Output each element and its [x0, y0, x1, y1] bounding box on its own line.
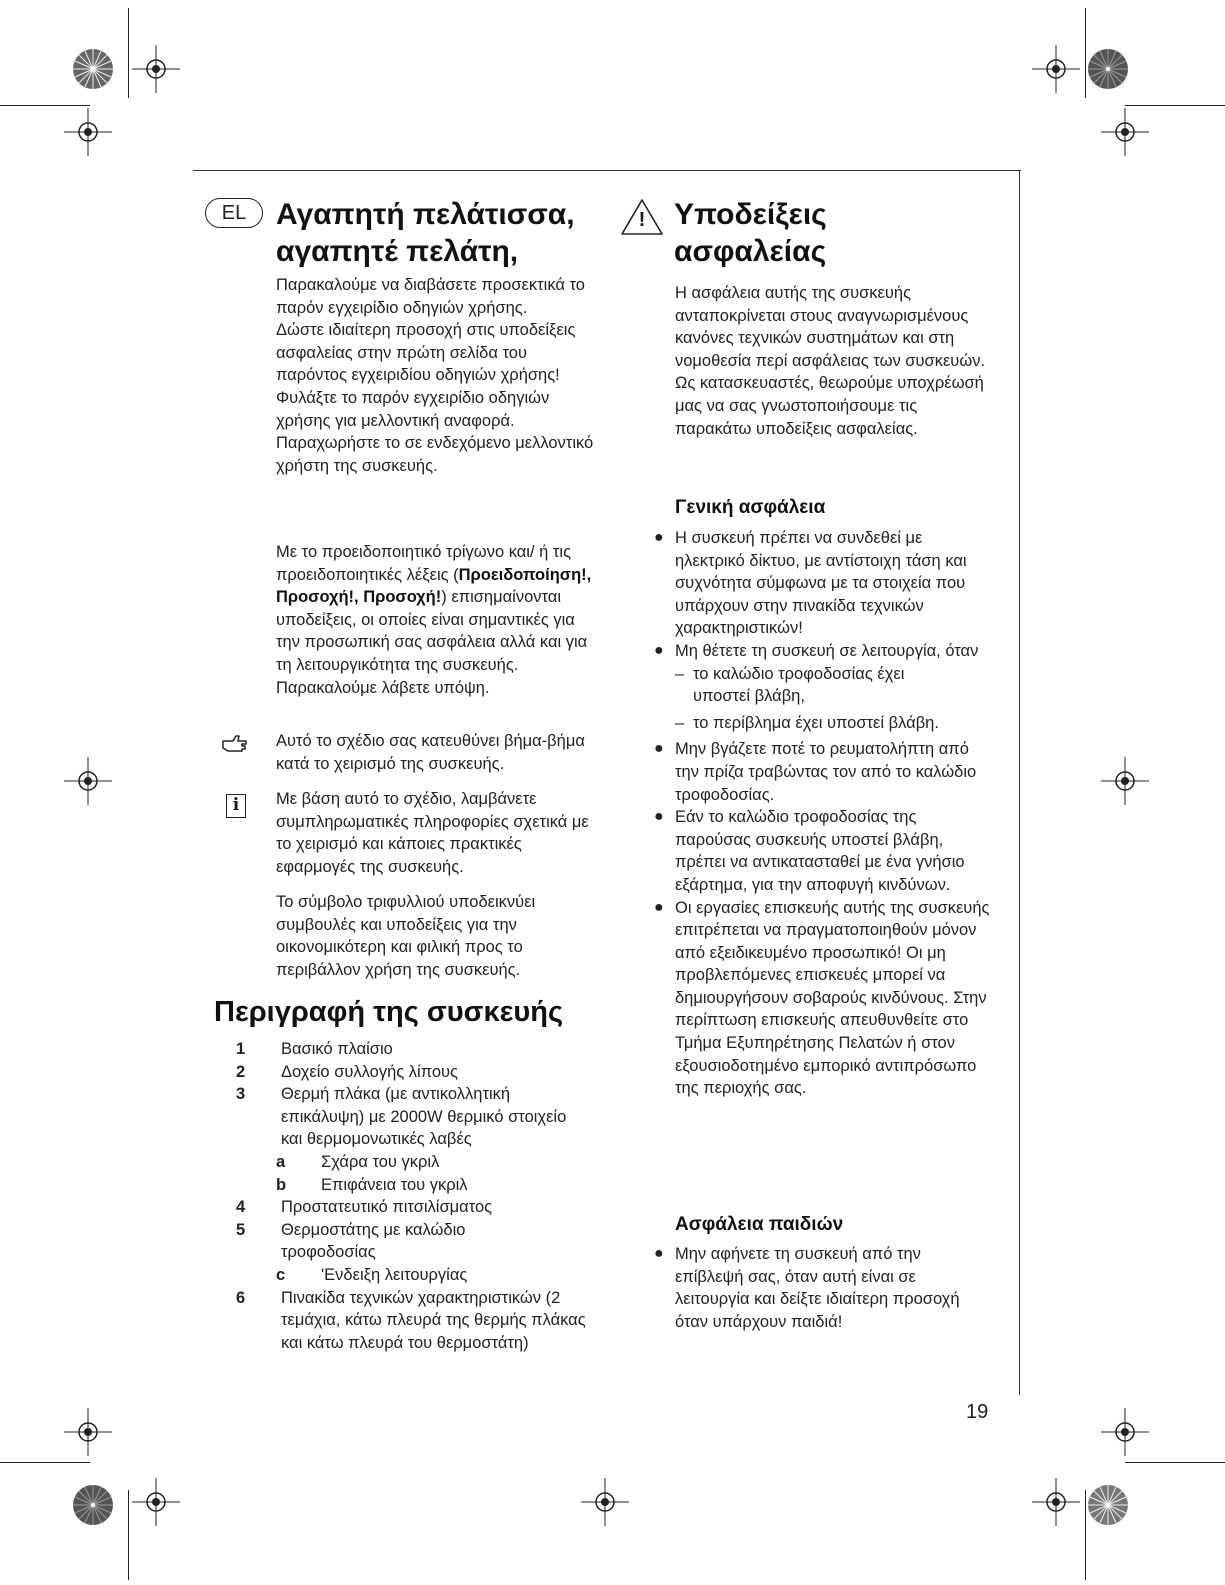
- item-text: Θερμοστάτης με καλώδιο τροφοδοσίας: [281, 1220, 466, 1262]
- subitem-letter: b: [276, 1175, 287, 1194]
- dash-item: – το περίβλημα έχει υποστεί βλάβη.: [675, 713, 939, 732]
- item-number: 5: [236, 1220, 246, 1239]
- list-item: ● Οι εργασίες επισκευής αυτής της συσκευής επιτρέπεται να πραγματοποιηθούν μόνον από εξειδικευμένο προσωπικό! Οι μη προβλεπόμενες επισκευές μπορεί να δημιουργήσουν σοβαρούς κινδύνους. Στην περίπτωση επισκευής απευθυνθείτε στο Τμήμα Εξυπηρέτησης Πελατών ή στον εξουσιοδοτημένο εμπορικό αντιπρόσωπο της περιοχής σας.: [654, 898, 990, 1098]
- warning-text-before: Με το προειδοποιητικό τρίγωνο και/ ή τις προειδοποιητικές λέξεις (: [276, 543, 572, 584]
- item-number: 1: [236, 1040, 246, 1058]
- item-number: 3: [236, 1085, 246, 1104]
- warning-paragraph: [276, 541, 598, 699]
- starburst-target-icon: [1087, 48, 1129, 90]
- intro-paragraph-1: Παρακαλούμε να διαβάσετε προσεκτικά το παρόν εγχειρίδιο οδηγιών χρήσης.: [276, 276, 585, 317]
- crop-mark: [128, 1490, 129, 1580]
- crop-mark: [0, 1462, 90, 1463]
- item-text: Δοχείο συλλογής λίπους: [281, 1062, 459, 1081]
- subitem-letter: a: [276, 1152, 286, 1171]
- starburst-target-icon: [1087, 1484, 1129, 1526]
- list-item: ● Μην αφήνετε τη συσκευή από την επίβλεψή σας, όταν αυτή είναι σε λειτουργία και δείξτε ιδιαίτερη προσοχή όταν υπάρχουν παιδιά!: [654, 1245, 960, 1331]
- registration-mark-icon: [64, 1408, 112, 1456]
- leaf-symbol-text: Το σύμβολο τριφυλλιού υποδεικνύει συμβουλές και υποδείξεις για την οικονομικότερη και φιλική προς το περιβάλλον χρήση της συσκευής.: [276, 893, 536, 979]
- language-badge: EL: [205, 198, 263, 228]
- item-text: Πινακίδα τεχνικών χαρακτηριστικών (2 τεμάχια, κάτω πλευρά της θερμής πλάκας και κάτω πλευρά του θερμοστάτη): [281, 1288, 586, 1352]
- info-symbol-text: Με βάση αυτό το σχέδιο, λαμβάνετε συμπληρωματικές πληροφορίες σχετικά με το χειρισμό και κάποιες πρακτικές εφαρμογές της συσκευής.: [276, 790, 589, 876]
- crop-mark: [1085, 1490, 1086, 1580]
- registration-mark-icon: [1101, 1408, 1149, 1456]
- list-item: [236, 1287, 596, 1355]
- list-subitem: [236, 1151, 596, 1174]
- list-item: [236, 1196, 596, 1219]
- safety-title-line1: Υποδείξεις: [674, 198, 827, 231]
- info-icon: i: [226, 794, 246, 818]
- item-number: 6: [236, 1288, 246, 1307]
- crop-mark: [128, 8, 129, 98]
- registration-mark-icon: [132, 45, 180, 93]
- registration-mark-icon: [64, 108, 112, 156]
- item-text: Βασικό πλαίσιο: [281, 1040, 393, 1058]
- safety-title: [674, 196, 994, 270]
- page-number: 19: [966, 1401, 989, 1423]
- subitem-text: 'Ενδειξη λειτουργίας: [321, 1265, 468, 1284]
- registration-mark-icon: [132, 1478, 180, 1526]
- child-safety-heading: Ασφάλεια παιδιών: [675, 1214, 844, 1235]
- crop-mark: [1125, 1462, 1225, 1463]
- starburst-target-icon: [72, 48, 114, 90]
- crop-mark: [1085, 8, 1086, 98]
- dash-text: το καλώδιο τροφοδοσίας έχει υποστεί βλάβη,: [693, 664, 905, 706]
- pointing-hand-icon: [222, 733, 248, 753]
- bullet-text: Μην αφήνετε τη συσκευή από την επίβλεψή σας, όταν αυτή είναι σε λειτουργία και δείξτε ιδιαίτερη προσοχή όταν υπάρχουν παιδιά!: [675, 1245, 960, 1331]
- item-number: 4: [236, 1198, 246, 1217]
- list-item: ● Η συσκευή πρέπει να συνδεθεί με ηλεκτρικό δίκτυο, με αντίστοιχη τάση και συχνότητα σύμφωνα με τα στοιχεία που υπάρχουν στην πινακίδα τεχνικών χαρακτηριστικών!: [654, 529, 967, 638]
- list-item: [236, 1219, 596, 1264]
- registration-mark-icon: [1101, 757, 1149, 805]
- list-subitem: [236, 1264, 596, 1287]
- item-text: Θερμή πλάκα (με αντικολλητική επικάλυψη) με 2000W θερμικό στοιχείο και θερμομονωτικές λαβές: [281, 1085, 567, 1149]
- crop-mark: [1125, 105, 1225, 106]
- warning-triangle-glyph: !: [638, 209, 646, 231]
- general-safety-list: [654, 527, 993, 1100]
- welcome-title-line1: Αγαπητή πελάτισσα,: [276, 198, 575, 231]
- welcome-title: [276, 196, 606, 270]
- general-safety-heading: Γενική ασφάλεια: [675, 497, 826, 518]
- bullet-text: Μη θέτετε τη συσκευή σε λειτουργία, όταν: [675, 641, 979, 660]
- list-item: [236, 1038, 596, 1061]
- registration-mark-icon: [1032, 45, 1080, 93]
- item-number: 2: [236, 1062, 246, 1081]
- hand-symbol-text: Αυτό το σχέδιο σας κατευθύνει βήμα-βήμα κατά το χειρισμό της συσκευής.: [276, 732, 585, 773]
- list-item: [236, 1061, 596, 1084]
- bullet-text: Εάν το καλώδιο τροφοδοσίας της παρούσας συσκευής υποστεί βλάβη, πρέπει να αντικατασταθεί με ένα γνήσιο εξάρτημα, για την αποφυγή κινδύνων.: [675, 808, 965, 894]
- device-description-title: Περιγραφή της συσκευής: [214, 996, 564, 1028]
- registration-mark-icon: [1101, 108, 1149, 156]
- child-safety-list: [654, 1243, 993, 1333]
- device-description-list: [236, 1038, 596, 1354]
- page-frame-right: [1019, 170, 1020, 1395]
- warning-text-after: ) επισημαίνονται υποδείξεις, οι οποίες είναι σημαντικές για την προσωπική σας ασφάλεια αλλά και για τη λειτουργικότητα της συσκευής. Παρακαλούμε λάβετε υπόψη.: [276, 588, 588, 697]
- warning-words: Προειδοποίηση!, Προσοχή!, Προσοχή!: [276, 565, 592, 607]
- safety-intro: Η ασφάλεια αυτής της συσκευής ανταποκρίνεται στους αναγνωρισμένους κανόνες τεχνικών συστημάτων και στη νομοθεσία περί ασφάλειας των συσκευών. Ως κατασκευαστές, θεωρούμε υποχρέωσή μας να σας γνωστοποιήσουμε τις παρακάτω υποδείξεις ασφαλείας.: [675, 284, 986, 438]
- subitem-text: Επιφάνεια του γκριλ: [321, 1175, 468, 1194]
- list-item: [236, 1083, 596, 1151]
- intro-paragraph-2: Δώστε ιδιαίτερη προσοχή στις υποδείξεις ασφαλείας στην πρώτη σελίδα του παρόντος εγχειριδίου οδηγιών χρήσης! Φυλάξτε το παρόν εγχειρίδιο οδηγιών χρήσης για μελλοντική αναφορά. Παραχωρήστε το σε ενδεχόμενο μελλοντικό χρήστη της συσκευής.: [276, 321, 594, 475]
- starburst-target-icon: [72, 1484, 114, 1526]
- subitem-letter: c: [276, 1265, 286, 1284]
- bullet-text: Οι εργασίες επισκευής αυτής της συσκευής επιτρέπεται να πραγματοποιηθούν μόνον από εξειδικευμένο προσωπικό! Οι μη προβλεπόμενες επισκευές μπορεί να δημιουργήσουν σοβαρούς κινδύνους. Στην περίπτωση επισκευής απευθυνθείτε στο Τμήμα Εξυπηρέτησης Πελατών ή στον εξουσιοδοτημένο εμπορικό αντιπρόσωπο της περιοχής σας.: [675, 898, 990, 1098]
- registration-mark-icon: [1032, 1478, 1080, 1526]
- list-subitem: [236, 1174, 596, 1197]
- bullet-text: Μην βγάζετε ποτέ το ρευματολήπτη από την πρίζα τραβώντας τον από το καλώδιο τροφοδοσίας.: [675, 740, 977, 804]
- page-frame-top: [193, 170, 1021, 171]
- item-text: Προστατευτικό πιτσιλίσματος: [281, 1198, 493, 1217]
- list-item: ● Μη θέτετε τη συσκευή σε λειτουργία, όταν – το καλώδιο τροφοδοσίας έχει υποστεί βλάβη, – το περίβλημα έχει υποστεί βλάβη.: [675, 640, 993, 734]
- registration-mark-icon: [581, 1478, 629, 1526]
- welcome-title-line2: αγαπητέ πελάτη,: [276, 235, 519, 268]
- subitem-text: Σχάρα του γκριλ: [321, 1152, 440, 1171]
- intro-text: [276, 274, 598, 477]
- safety-title-line2: ασφαλείας: [674, 235, 827, 268]
- dash-text: το περίβλημα έχει υποστεί βλάβη.: [693, 713, 939, 732]
- list-item: ● Μην βγάζετε ποτέ το ρευματολήπτη από την πρίζα τραβώντας τον από το καλώδιο τροφοδοσίας.: [654, 740, 977, 804]
- list-item: ● Εάν το καλώδιο τροφοδοσίας της παρούσας συσκευής υποστεί βλάβη, πρέπει να αντικατασταθεί με ένα γνήσιο εξάρτημα, για την αποφυγή κινδύνων.: [654, 808, 965, 894]
- warning-explanation: [276, 541, 598, 699]
- dash-item: – το καλώδιο τροφοδοσίας έχει υποστεί βλάβη,: [675, 663, 993, 708]
- registration-mark-icon: [64, 757, 112, 805]
- crop-mark: [0, 105, 90, 106]
- bullet-text: Η συσκευή πρέπει να συνδεθεί με ηλεκτρικό δίκτυο, με αντίστοιχη τάση και συχνότητα σύμφωνα με τα στοιχεία που υπάρχουν στην πινακίδα τεχνικών χαρακτηριστικών!: [675, 529, 967, 638]
